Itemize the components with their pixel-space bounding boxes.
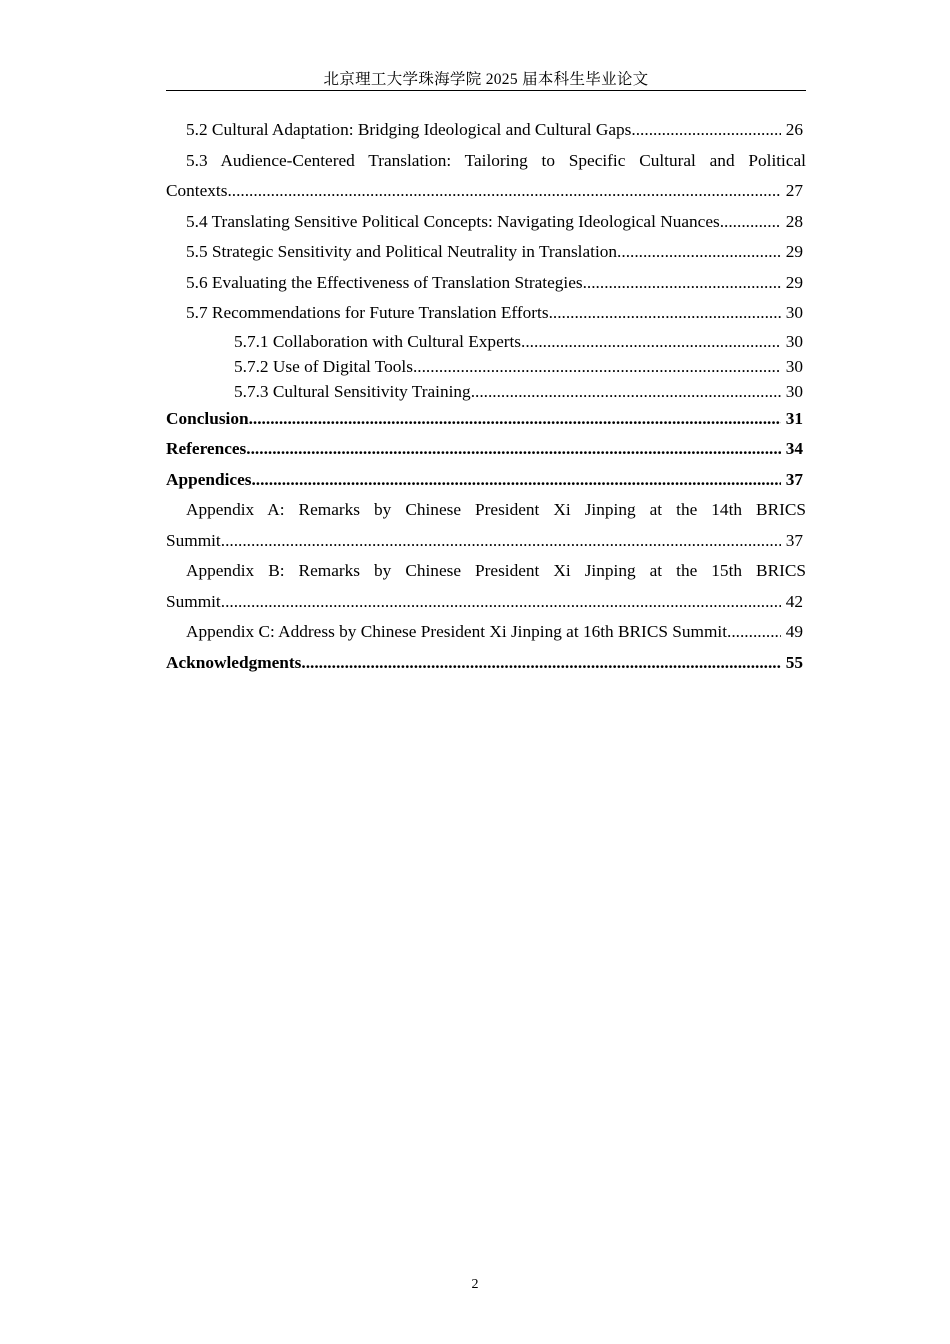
toc-entry-title: Appendix A: Remarks by Chinese President Xi Jinping at the 14th BRICS	[186, 500, 806, 519]
toc-entry-continuation	[166, 587, 806, 618]
toc-entry[interactable]	[166, 268, 806, 299]
toc-entry[interactable]	[166, 465, 806, 496]
toc-leader-dots	[583, 268, 781, 299]
toc-page-number: 30	[785, 381, 803, 401]
toc-entry-title: 5.3 Audience-Centered Translation: Tailoring to Specific Cultural and Political	[186, 150, 806, 170]
toc-page-number: 29	[785, 242, 803, 261]
toc-entry[interactable]	[166, 146, 806, 207]
toc-page-number: 55	[785, 652, 803, 672]
toc-entry-title-line1	[166, 146, 806, 177]
toc-entry-title: 5.5 Strategic Sensitivity and Political Neutrality in Translation	[186, 242, 618, 261]
toc-page-number: 37	[785, 530, 803, 550]
toc-entry-title: Conclusion	[166, 408, 249, 428]
toc-entry-title: 5.2 Cultural Adaptation: Bridging Ideological and Cultural Gaps	[186, 120, 632, 139]
toc-page-number: 27	[785, 181, 803, 200]
toc-page-number: 31	[785, 408, 803, 428]
toc-entry-title-line1	[166, 495, 806, 526]
toc-entry[interactable]	[166, 207, 806, 238]
toc-entry[interactable]	[166, 237, 806, 268]
toc-leader-dots	[617, 237, 781, 268]
toc-page-number: 26	[785, 120, 803, 139]
toc-entry-title: Acknowledgments	[166, 652, 302, 672]
toc-entry-title: 5.7.3 Cultural Sensitivity Training	[234, 381, 471, 401]
toc-leader-dots	[227, 176, 781, 207]
toc-entry-title: Appendix C: Address by Chinese President Xi Jinping at 16th BRICS Summit	[186, 622, 728, 641]
toc-entry[interactable]	[166, 617, 806, 648]
toc-entry[interactable]	[166, 434, 806, 465]
toc-leader-dots	[221, 587, 781, 618]
toc-leader-dots	[301, 648, 781, 679]
toc-entry[interactable]	[166, 298, 806, 329]
toc-entry-title-line1	[166, 556, 806, 587]
toc-entry-title: References	[166, 439, 247, 458]
toc-entry-title: 5.7.2 Use of Digital Tools	[234, 356, 413, 376]
toc-entry[interactable]	[166, 354, 806, 379]
toc-entry-title: Appendix B: Remarks by Chinese President Xi Jinping at the 15th BRICS	[186, 561, 806, 580]
toc-page-number: 42	[785, 591, 803, 611]
toc-leader-dots	[251, 465, 781, 496]
toc-page-number: 30	[785, 331, 803, 351]
page-number: 2	[471, 1277, 479, 1292]
toc-entry[interactable]	[166, 329, 806, 354]
toc-entry[interactable]	[166, 404, 806, 435]
toc-leader-dots	[221, 526, 781, 557]
toc-entry-title: 5.6 Evaluating the Effectiveness of Translation Strategies	[186, 272, 583, 292]
toc-entry-title: 5.4 Translating Sensitive Political Concepts: Navigating Ideological Nuances	[186, 211, 720, 231]
toc-leader-dots	[413, 354, 781, 379]
toc-leader-dots	[471, 379, 781, 404]
toc-entry-title: Appendices	[166, 469, 252, 489]
toc-leader-dots	[727, 617, 781, 648]
toc-page-number: 34	[785, 439, 803, 458]
toc-page-number: 30	[785, 356, 803, 376]
toc-entry-title-line2: Summit	[166, 591, 221, 611]
toc-entry-continuation	[166, 526, 806, 557]
toc-page-number: 30	[785, 303, 803, 322]
toc-page-number: 49	[785, 622, 803, 641]
running-header: 北京理工大学珠海学院 2025 届本科生毕业论文	[323, 71, 649, 88]
toc-entry-title: 5.7.1 Collaboration with Cultural Experts	[234, 331, 522, 351]
toc-entry[interactable]	[166, 556, 806, 617]
toc-entry[interactable]	[166, 648, 806, 679]
toc-entry-title-line2: Contexts	[166, 181, 228, 200]
toc-entry[interactable]	[166, 495, 806, 556]
toc-page-number: 29	[785, 272, 803, 292]
toc-page-number: 28	[785, 211, 803, 231]
toc-leader-dots	[249, 404, 781, 435]
toc-entry[interactable]	[166, 115, 806, 146]
table-of-contents	[166, 115, 806, 678]
toc-leader-dots	[521, 329, 781, 354]
toc-page-number: 37	[785, 469, 803, 489]
toc-entry[interactable]	[166, 379, 806, 404]
header-divider	[166, 90, 806, 91]
toc-leader-dots	[720, 207, 781, 238]
toc-leader-dots	[246, 434, 781, 465]
toc-entry-continuation	[166, 176, 806, 207]
toc-leader-dots	[631, 115, 781, 146]
toc-entry-title: 5.7 Recommendations for Future Translation Efforts	[186, 303, 549, 322]
toc-leader-dots	[549, 298, 781, 329]
toc-entry-title-line2: Summit	[166, 530, 221, 550]
